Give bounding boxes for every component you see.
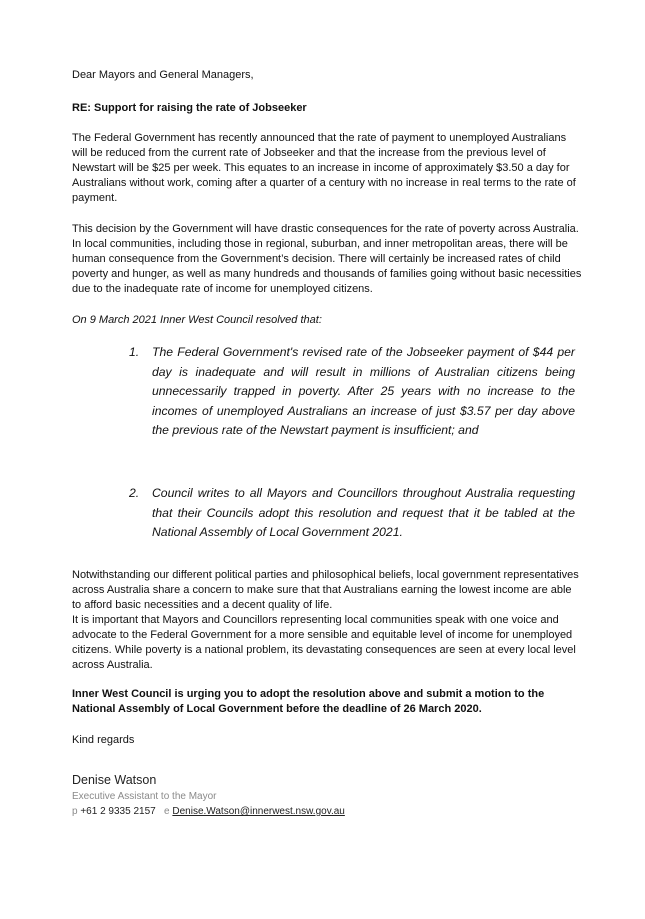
- resolution-intro: On 9 March 2021 Inner West Council resolved that:: [72, 314, 322, 326]
- paragraph-shared-concern: Notwithstanding our different political parties and philosophical beliefs, local government representatives across Australia share a concern to make sure that that Australians earning the lowest income are able to afford basic necessities and a decent quality of life.: [72, 569, 579, 611]
- signature-title: Executive Assistant to the Mayor: [72, 791, 217, 802]
- phone-label: p: [72, 806, 78, 817]
- resolution-number: 2.: [129, 486, 140, 500]
- subject-line: RE: Support for raising the rate of Jobseeker: [72, 102, 307, 114]
- phone-number: +61 2 9335 2157: [80, 806, 156, 817]
- signature-name: Denise Watson: [72, 773, 157, 787]
- closing: Kind regards: [72, 734, 135, 746]
- salutation: Dear Mayors and General Managers,: [72, 69, 254, 81]
- paragraph-consequences: This decision by the Government will have drastic consequences for the rate of poverty across Australia. In local communities, including those in regional, suburban, and inner metropolitan areas, there will be human consequence from the Government’s decision. There will certainly be increased rates of child poverty and hunger, as well as many hundreds and thousands of families going without basic necessities due to the inadequate rate of income for unemployed citizens.: [72, 223, 582, 295]
- resolution-item-1: [129, 343, 575, 441]
- signature-contact: [72, 805, 345, 818]
- resolution-item-2: [129, 484, 575, 543]
- call-to-action: Inner West Council is urging you to adopt the resolution above and submit a motion to the National Assembly of Local Government before the deadline of 26 March 2020.: [72, 688, 545, 715]
- paragraph-announcement: The Federal Government has recently announced that the rate of payment to unemployed Australians will be reduced from the current rate of Jobseeker and that the increase from the previous level of Newstart will be $25 per week. This equates to an increase in income of approximately $3.50 a day for Australians without work, coming after a quarter of a century with no increase in real terms to the rate of payment.: [72, 132, 576, 204]
- email-label: e: [164, 806, 170, 817]
- resolution-text: The Federal Government's revised rate of the Jobseeker payment of $44 per day is inadequate and will result in millions of Australian citizens being unnecessarily trapped in poverty. After 25 years with no increase to the incomes of unemployed Australians an increase of just $3.57 per day above the previous rate of the Newstart payment is insufficient; and: [152, 345, 575, 437]
- paragraph-one-voice: It is important that Mayors and Councillors representing local communities speak with one voice and advocate to the Federal Government for a more sensible and equitable level of income for unemployed citizens. While poverty is a national problem, its devastating consequences are seen at every local level across Australia.: [72, 614, 576, 671]
- email-link[interactable]: Denise.Watson@innerwest.nsw.gov.au: [172, 806, 345, 817]
- resolution-text: Council writes to all Mayors and Councillors throughout Australia requesting that their Councils adopt this resolution and request that it be tabled at the National Assembly of Local Government 2021.: [152, 486, 575, 539]
- resolution-number: 1.: [129, 345, 140, 359]
